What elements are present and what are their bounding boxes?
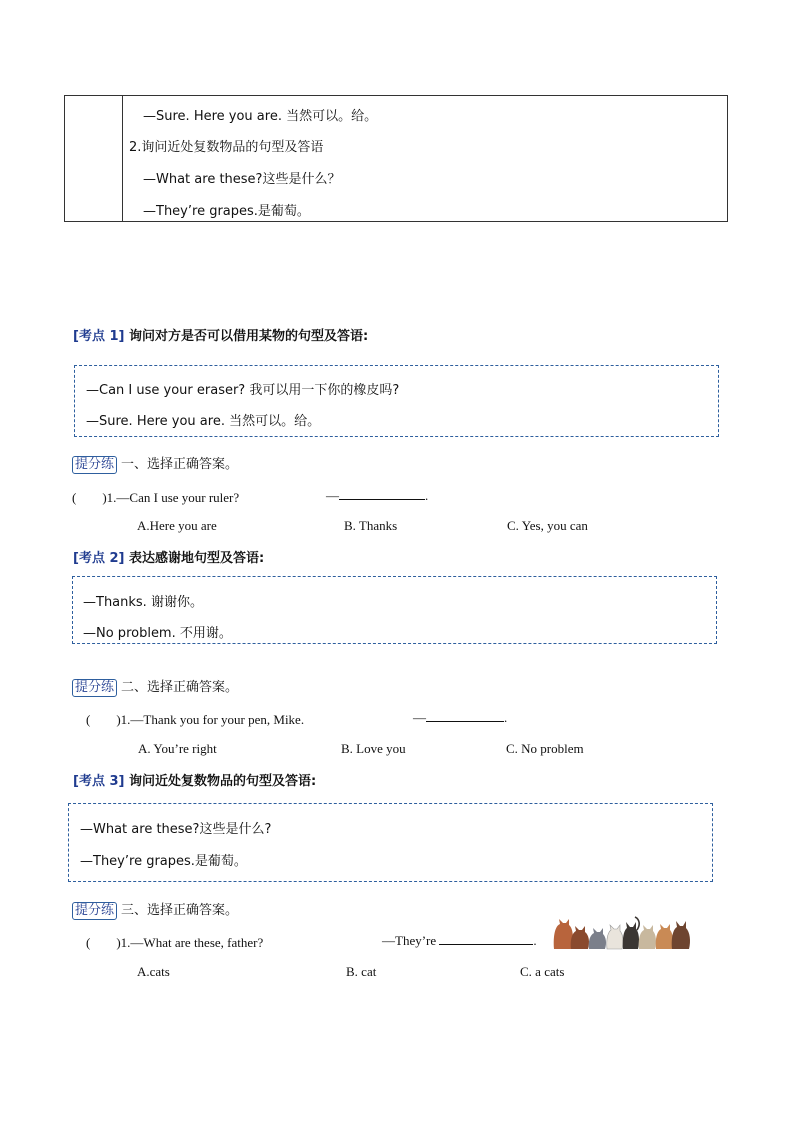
section1-option-b[interactable]: B. Thanks xyxy=(344,518,398,533)
table-divider xyxy=(122,96,123,221)
section2-question-prefix: ( )1. xyxy=(86,712,131,727)
cat-4 xyxy=(607,925,623,949)
section3-option-a[interactable]: A.cats xyxy=(137,964,170,979)
section2-exercise-header xyxy=(72,676,238,697)
section2-title: 表达感谢地句型及答语: xyxy=(129,551,265,566)
section1-heading xyxy=(73,325,368,344)
section3-option-b[interactable]: B. cat xyxy=(346,964,377,979)
cat-3 xyxy=(589,928,606,949)
section1-option-c[interactable]: C. Yes, you can xyxy=(507,518,588,533)
section1-box xyxy=(74,365,719,437)
section3-box xyxy=(68,803,713,882)
section1-exercise-header xyxy=(72,453,238,474)
section2-question xyxy=(86,709,304,728)
table-line-2: 2.询问近处复数物品的句型及答语 xyxy=(129,140,324,155)
section2-box xyxy=(72,576,717,644)
section2-option-b[interactable]: B. Love you xyxy=(341,741,406,756)
cat-5 xyxy=(623,917,639,949)
cat-8 xyxy=(672,921,690,949)
section1-option-a[interactable]: A.Here you are xyxy=(137,518,217,533)
section3-exercise-title: 三、选择正确答案。 xyxy=(121,903,239,918)
section3-answer-prefix: —They’re xyxy=(382,933,437,948)
section3-answer: —They’re . xyxy=(382,933,537,948)
section1-badge: 提分练 xyxy=(72,456,117,474)
section3-tag: [考点 3] xyxy=(73,774,125,789)
section1-question xyxy=(72,487,239,506)
section2-option-a[interactable]: A. You’re right xyxy=(138,741,217,756)
table-line-1: —Sure. Here you are. 当然可以。给。 xyxy=(143,109,378,124)
section1-question-prefix: ( )1. xyxy=(72,490,117,505)
section1-question-text: —Can I use your ruler? xyxy=(116,490,240,505)
cat-1 xyxy=(554,919,573,949)
section3-question-text: —What are these, father? xyxy=(130,935,264,950)
section1-tag: [考点 1] xyxy=(73,329,125,344)
section2-badge: 提分练 xyxy=(72,679,117,697)
cat-6 xyxy=(639,925,656,949)
section2-question-text: —Thank you for your pen, Mike. xyxy=(130,712,305,727)
cat-7 xyxy=(656,924,673,949)
section1-answer-dash: — xyxy=(326,488,339,503)
section1-exercise-title: 一、选择正确答案。 xyxy=(121,457,239,472)
section2-tag: [考点 2] xyxy=(73,551,125,566)
section3-title: 询问近处复数物品的句型及答语: xyxy=(129,774,317,789)
table-line-3: —What are these?这些是什么？ xyxy=(143,172,341,187)
section3-box-line-1: —What are these?这些是什么? xyxy=(80,822,272,837)
section3-badge: 提分练 xyxy=(72,902,117,920)
section1-answer: — . xyxy=(326,488,429,503)
section1-title: 询问对方是否可以借用某物的句型及答语: xyxy=(129,329,369,344)
section2-answer-dash: — xyxy=(413,710,426,725)
section1-box-line-1: —Can I use your eraser? 我可以用一下你的橡皮吗? xyxy=(86,383,400,398)
section3-answer-blank[interactable] xyxy=(439,932,533,945)
section3-heading xyxy=(73,770,316,789)
section3-option-c[interactable]: C. a cats xyxy=(520,964,565,979)
section1-answer-blank[interactable] xyxy=(339,487,425,500)
section3-question xyxy=(86,932,263,951)
section1-box-line-2: —Sure. Here you are. 当然可以。给。 xyxy=(86,414,321,429)
section2-box-line-1: —Thanks. 谢谢你。 xyxy=(83,595,203,610)
section2-exercise-title: 二、选择正确答案。 xyxy=(121,680,239,695)
cat-2 xyxy=(571,926,589,949)
cats-illustration-icon xyxy=(551,916,693,950)
section2-box-line-2: —No problem. 不用谢。 xyxy=(83,626,232,641)
section2-answer: — . xyxy=(413,710,508,725)
section3-question-prefix: ( )1. xyxy=(86,935,131,950)
section3-box-line-2: —They’re grapes.是葡萄。 xyxy=(80,854,247,869)
section2-heading xyxy=(73,547,264,566)
table-line-4: —They’re grapes.是葡萄。 xyxy=(143,204,310,219)
section3-exercise-header xyxy=(72,899,238,920)
section2-option-c[interactable]: C. No problem xyxy=(506,741,584,756)
section2-answer-blank[interactable] xyxy=(426,709,504,722)
top-table xyxy=(64,95,728,222)
